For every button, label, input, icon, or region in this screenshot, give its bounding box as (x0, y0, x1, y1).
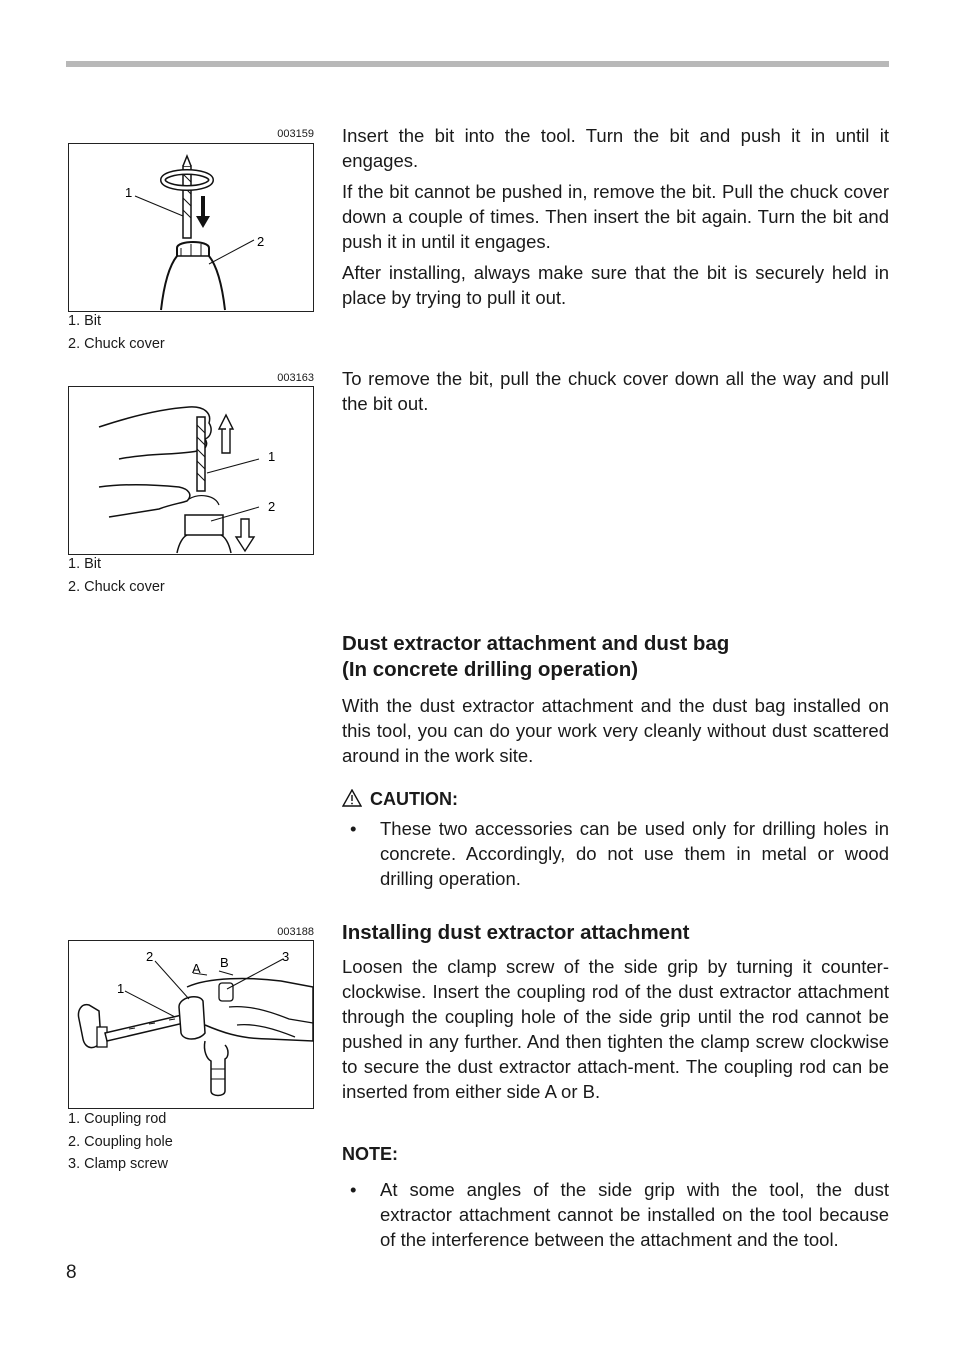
figure-legend (68, 553, 165, 598)
callout-a: A (192, 961, 201, 976)
heading-line: Dust extractor attachment and dust bag (342, 632, 730, 655)
caution-text: CAUTION: (370, 789, 458, 809)
callout-1: 1 (117, 981, 125, 996)
bullet-text: At some angles of the side grip with the tool, the dust extractor attachment cannot be installed on the tool because of the interference between the attachment and the tool. (380, 1179, 889, 1250)
figure-bit-insert (68, 143, 314, 312)
figure-dust-extractor (68, 940, 314, 1109)
legend-item: 2. Chuck cover (68, 335, 165, 352)
legend-item: 1. Coupling rod (68, 1111, 167, 1127)
legend-item: 3. Clamp screw (68, 1156, 168, 1172)
legend-item: 2. Coupling hole (68, 1133, 173, 1150)
dust-intro (342, 693, 889, 768)
note-bullet (342, 1177, 889, 1252)
paragraph: After installing, always make sure that the bit is securely held in place by trying to pull it out. (342, 262, 889, 308)
caution-bullet (342, 816, 889, 891)
legend-item: 2. Chuck cover (68, 578, 165, 595)
paragraph: Loosen the clamp screw of the side grip by turning it counter-clockwise. Insert the coupling rod of the dust extractor attachment through the coupling hole of the side grip until the rod cannot be pushed in any further. And then tighten the clamp screw clockwise to secure the dust extractor attach-ment. The coupling rod can be inserted from either side A or B. (342, 956, 889, 1102)
remove-text (342, 366, 889, 416)
callout-1: 1 (268, 449, 276, 464)
header-rule (66, 61, 889, 67)
bullet-dot: • (350, 818, 357, 839)
heading-line: (In concrete drilling operation) (342, 658, 639, 681)
callout-2: 2 (257, 234, 265, 249)
bit-insert-illustration (69, 144, 315, 313)
callout-3: 3 (282, 949, 290, 964)
bullet-dot: • (350, 1179, 357, 1200)
callout-2: 2 (146, 949, 154, 964)
paragraph: Insert the bit into the tool. Turn the bit and push it in until it engages. (342, 125, 889, 171)
legend-item: 1. Bit (68, 313, 102, 329)
section-heading (342, 631, 889, 683)
legend-item: 1. Bit (68, 556, 102, 572)
note-label: NOTE: (342, 1144, 398, 1164)
figure-code: 003163 (277, 372, 314, 384)
callout-1: 1 (125, 185, 133, 200)
figure-code: 003188 (277, 926, 314, 938)
caution-label (342, 787, 458, 811)
figure-code: 003159 (277, 128, 314, 140)
bit-remove-illustration (69, 387, 315, 556)
dust-extractor-illustration (69, 941, 315, 1110)
installing-text (342, 954, 889, 1104)
bullet-text: These two accessories can be used only for drilling holes in concrete. Accordingly, do not use them in metal or wood drilling operation. (380, 818, 889, 889)
paragraph: If the bit cannot be pushed in, remove the bit. Pull the chuck cover down a couple of times. Then insert the bit again. Turn the bit and push it in until it engages. (342, 181, 889, 252)
figure-legend (68, 1108, 173, 1176)
paragraph: To remove the bit, pull the chuck cover down all the way and pull the bit out. (342, 368, 889, 414)
callout-b: B (220, 955, 229, 970)
install-text (342, 123, 889, 310)
figure-bit-remove (68, 386, 314, 555)
installing-heading: Installing dust extractor attachment (342, 921, 690, 944)
figure-legend (68, 310, 165, 355)
callout-2: 2 (268, 499, 276, 514)
page-number: 8 (66, 1262, 77, 1283)
paragraph: With the dust extractor attachment and the dust bag installed on this tool, you can do your work very cleanly without dust scattered around in the work site. (342, 695, 889, 766)
warning-triangle-icon (342, 789, 362, 807)
